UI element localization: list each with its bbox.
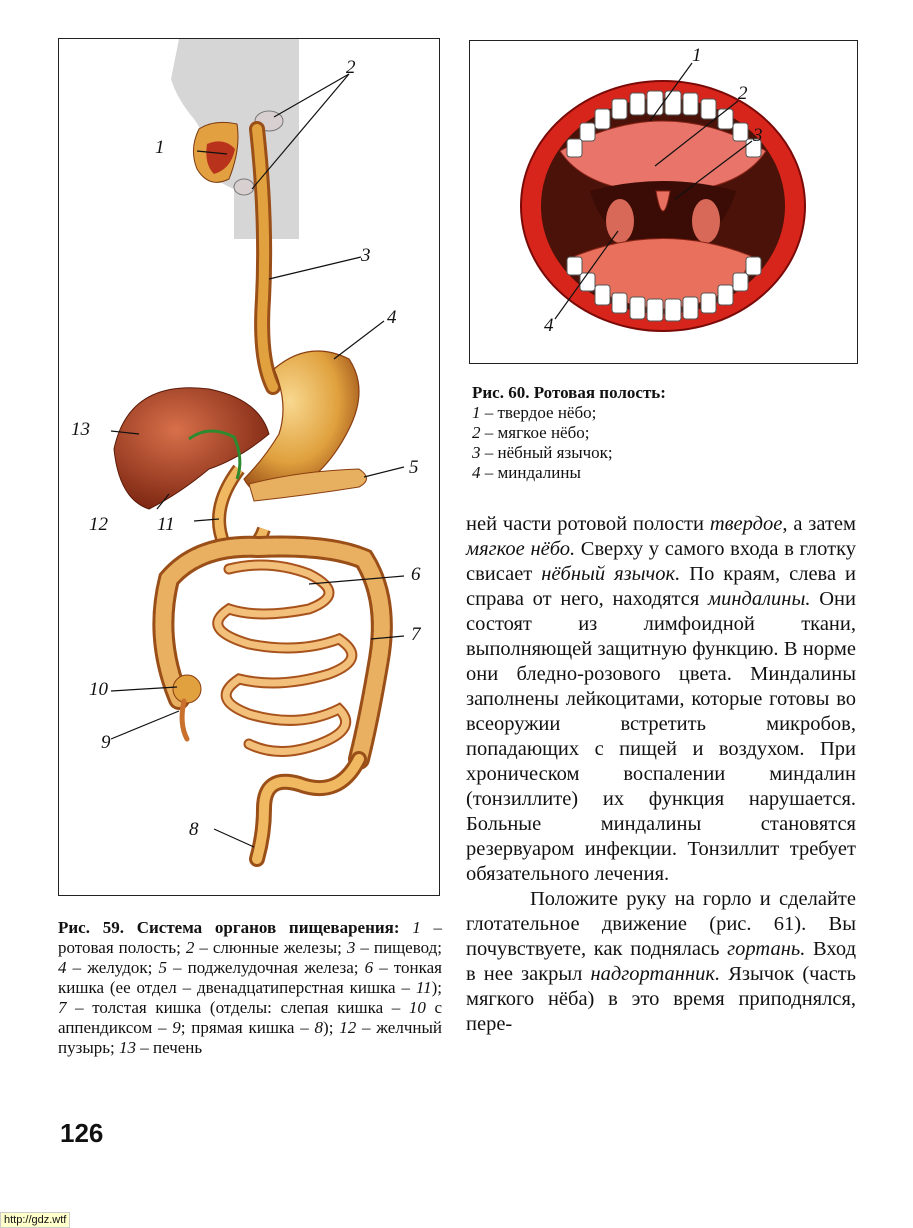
callout-label: 3 [361, 245, 371, 266]
figure-60-caption [472, 383, 852, 483]
caption-title: Рис. 59. Система органов пищеварения: [58, 918, 400, 937]
caption-text: ); [323, 1018, 340, 1037]
caption-text: – поджелудочная железа; [166, 958, 365, 977]
callout-label: 7 [411, 624, 421, 645]
caption-text: – мягкое нёбо; [480, 423, 590, 442]
figure-59-caption [58, 918, 442, 1058]
italic-term: миндалины. [708, 588, 811, 610]
caption-text: с аппендиксом – [58, 998, 442, 1037]
caption-number: 8 [314, 1018, 324, 1037]
text-run: Положите руку на горло и сделайте глотательное движение (рис. 61). Вы почувствуете, как поднялась [466, 888, 856, 960]
italic-term: мягкое нёбо. [466, 538, 576, 560]
caption-text: – печень [135, 1038, 203, 1057]
caption-number: 3 [472, 443, 481, 462]
callout-label: 4 [544, 315, 554, 336]
callout-label: 2 [346, 57, 356, 78]
caption-text: – толстая кишка (отделы: слепая кишка – [66, 998, 409, 1017]
caption-number: 2 [472, 423, 481, 442]
callout-label: 2 [738, 83, 748, 104]
body-text [466, 512, 856, 1037]
italic-term: гортань. [727, 938, 806, 960]
oral-cavity-figure [469, 40, 858, 364]
text-run: , а затем [782, 513, 857, 535]
page-number: 126 [60, 1118, 104, 1148]
oral-cavity-illustration [470, 41, 857, 363]
callout-label: 3 [753, 125, 763, 146]
caption-number: 3 [346, 938, 356, 957]
watermark-link[interactable]: http://gdz.wtf [0, 1212, 70, 1228]
callout-label: 12 [89, 514, 108, 535]
italic-term: надгортанник. [590, 963, 721, 985]
text-run: По краям, слева и справа от него, находятся [466, 563, 857, 610]
callout-label: 1 [155, 137, 165, 158]
caption-number: 11 [415, 978, 432, 997]
caption-number: 10 [408, 998, 426, 1017]
callout-label: 4 [387, 307, 397, 328]
caption-number: 2 [185, 938, 195, 957]
caption-number: 4 [472, 463, 481, 482]
caption-text: – пищевод; [355, 938, 443, 957]
caption-text: – слюнные железы; [194, 938, 347, 957]
caption-text: – желудок; [66, 958, 159, 977]
caption-number: 1 [472, 403, 481, 422]
caption-number: 7 [58, 998, 67, 1017]
italic-term: твердое [709, 513, 783, 535]
caption-number: 1 [412, 918, 421, 937]
liver-shape [114, 388, 269, 509]
callout-label: 5 [409, 457, 419, 478]
caption-text: – ротовая полость; [58, 918, 443, 957]
italic-term: нёбный язычок. [541, 563, 681, 585]
callout-label: 6 [411, 564, 421, 585]
text-run: Вход в нее закрыл [466, 938, 856, 985]
caption-text: – желчный пузырь; [58, 1018, 442, 1057]
caption-text: – нёбный язычок; [480, 443, 613, 462]
caption-text: ; прямая кишка – [180, 1018, 315, 1037]
paragraph [466, 887, 856, 1037]
caption-number: 6 [364, 958, 374, 977]
callout-label: 9 [101, 732, 111, 753]
text-run: Язычок (часть мягкого нёба) в это время приподнялся, пере- [466, 963, 856, 1035]
caption-number: 9 [172, 1018, 181, 1037]
callout-label: 13 [71, 419, 90, 440]
caption-text: – твердое нёбо; [480, 403, 597, 422]
caption-title: Рис. 60. Ротовая полость: [472, 383, 666, 402]
caption-text: – миндалины [480, 463, 581, 482]
caption-number: 5 [158, 958, 167, 977]
text-run: ней части ротовой полости [466, 513, 710, 535]
callout-label: 1 [692, 45, 702, 66]
caption-text: ); [431, 978, 442, 997]
caption-number: 12 [339, 1018, 357, 1037]
caption-number: 13 [118, 1038, 136, 1057]
paragraph [466, 512, 856, 887]
callout-label: 11 [157, 514, 175, 535]
caption-text: – тонкая кишка (ее отдел – двенадцатиперстная кишка – [58, 958, 442, 997]
callout-label: 8 [189, 819, 199, 840]
text-run: Сверху у самого входа в глотку свисает [466, 538, 856, 585]
digestive-system-figure [58, 38, 440, 896]
digestive-system-illustration [59, 39, 439, 895]
text-run: Они состоят из лимфоидной ткани, выполняющей защитную функцию. В норме они бледно-розового цвета. Миндалины заполнены лейкоцитами, которые готовы во всеоружии встретить микробов, попадающих с пищей и воздухом. При хроническом воспалении миндалин (тонзиллите) их функция нарушается. Больные миндалины становятся резервуаром инфекции. Тонзиллит требует обязательного лечения. [466, 588, 856, 885]
caption-number: 4 [58, 958, 67, 977]
callout-label: 10 [89, 679, 108, 700]
